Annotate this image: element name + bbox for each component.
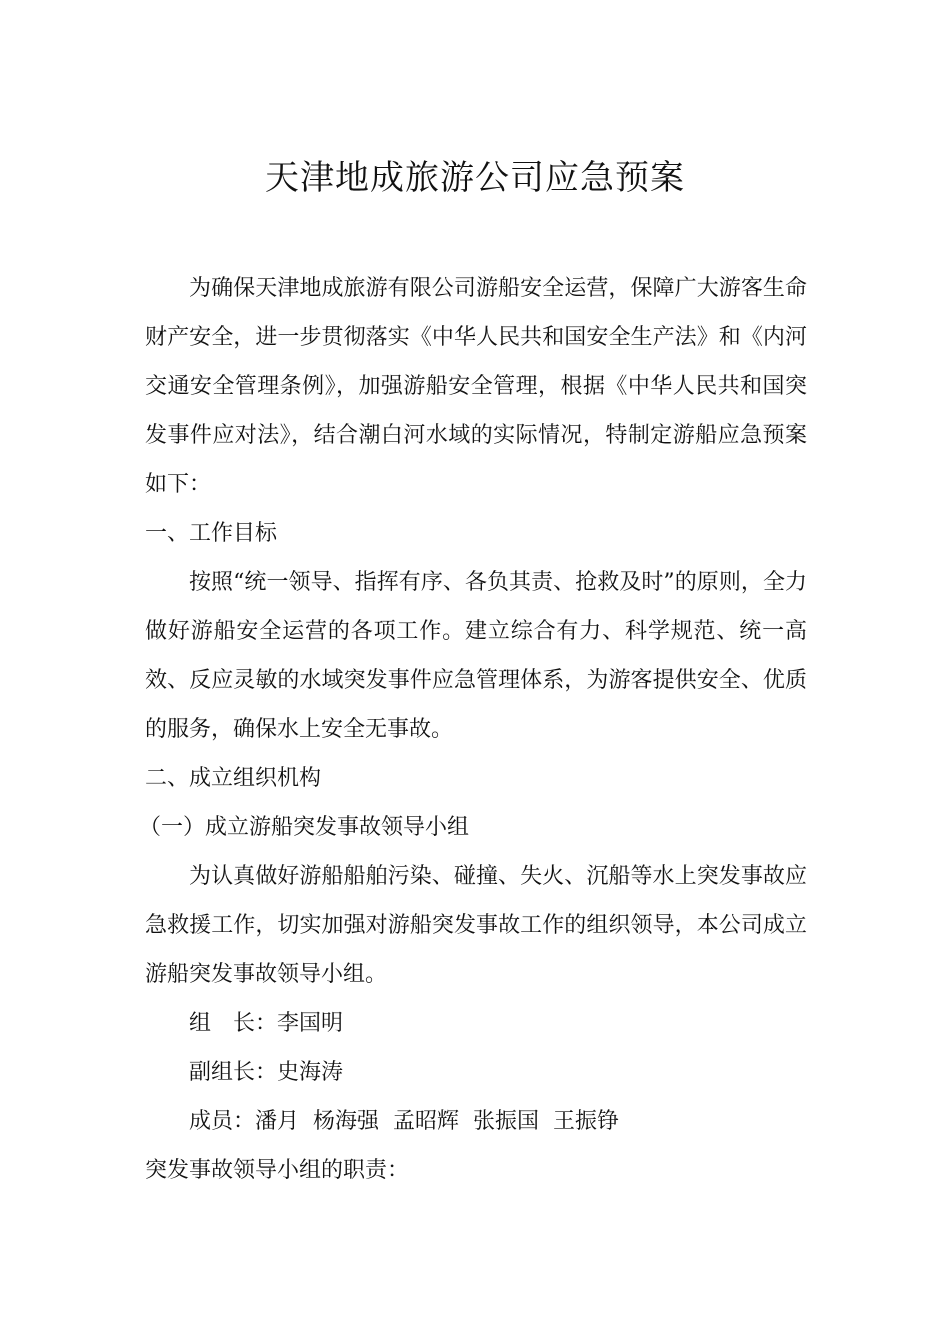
leadership-group-paragraph: 为认真做好游船船舶污染、碰撞、失火、沉船等水上突发事故应急救援工作，切实加强对游船突发事故工作的组织领导，本公司成立游船突发事故领导小组。: [145, 864, 807, 987]
work-goals-paragraph: 按照“统一领导、指挥有序、各负其责、抢救及时”的原则，全力做好游船安全运营的各项工作。建立综合有力、科学规范、统一高效、反应灵敏的水域突发事件应急管理体系，为游客提供安全、优质的服务，确保水上安全无事故。: [145, 570, 807, 742]
intro-paragraph: 为确保天津地成旅游有限公司游船安全运营，保障广大游客生命财产安全，进一步贯彻落实《中华人民共和国安全生产法》和《内河交通安全管理条例》，加强游船安全管理，根据《中华人民共和国突发事件应对法》，结合潮白河水域的实际情况，特制定游船应急预案如下：: [145, 276, 807, 497]
section-heading-work-goals: 一、工作目标: [145, 521, 278, 546]
section-heading-organization: 二、成立组织机构: [145, 766, 322, 791]
document-body: [139, 264, 807, 1195]
members-line: 成员：潘月 杨海强 孟昭辉 张振国 王振铮: [189, 1109, 619, 1134]
document-title: 天津地成旅游公司应急预案: [265, 158, 685, 198]
duties-heading: 突发事故领导小组的职责：: [145, 1158, 410, 1183]
subsection-heading-leadership-group: （一）成立游船突发事故领导小组: [139, 815, 470, 840]
deputy-leader-line: 副组长：史海涛: [189, 1060, 344, 1085]
group-leader-line: 组 长：李国明: [189, 1011, 344, 1036]
